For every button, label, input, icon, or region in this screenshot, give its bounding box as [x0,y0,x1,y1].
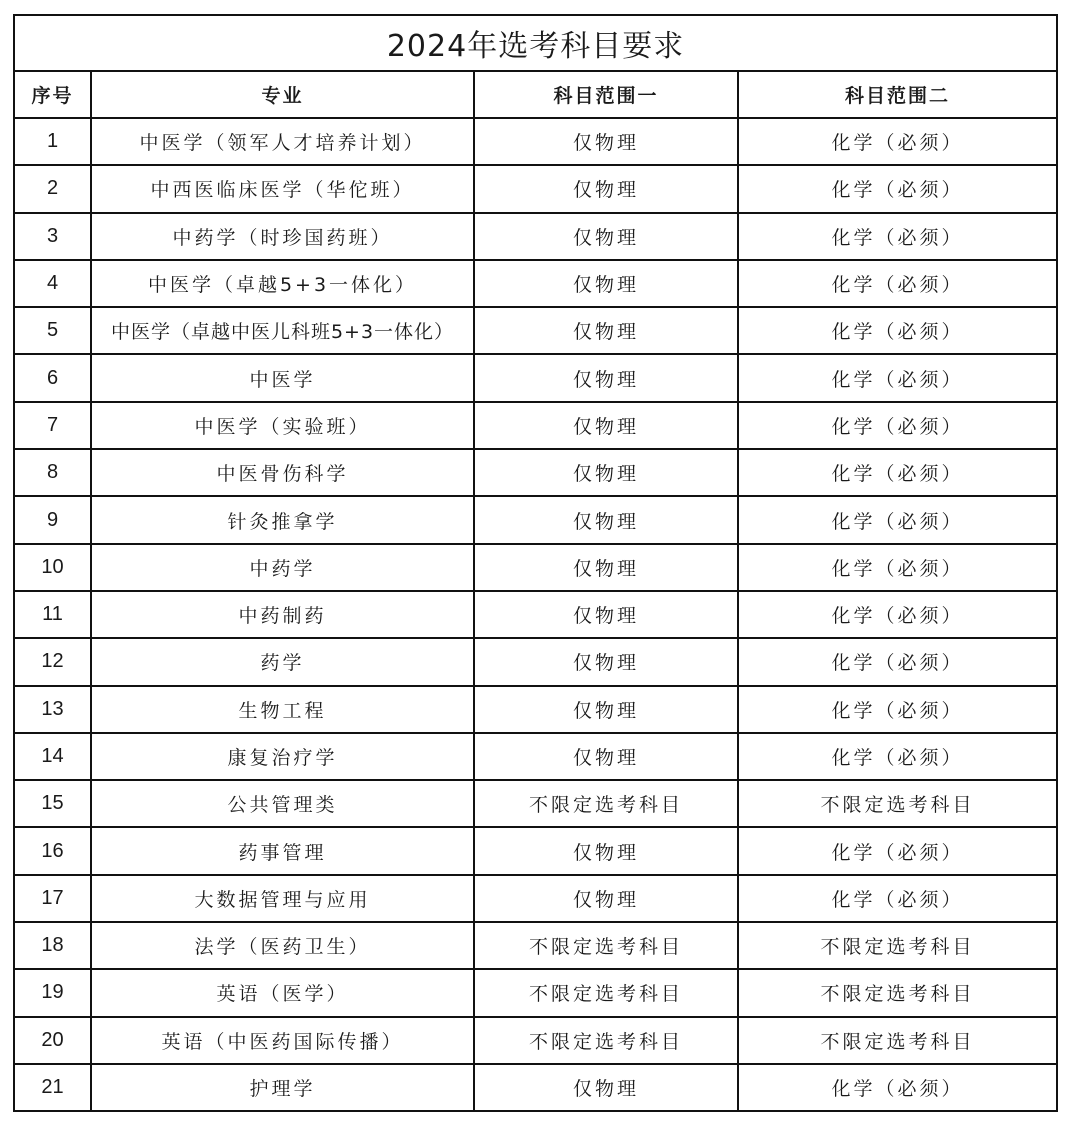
cell-major: 中医学（卓越5+3一体化） [91,260,474,307]
table-row [14,544,1057,591]
cell-major: 大数据管理与应用 [91,875,474,922]
cell-range-two: 化学（必须） [738,307,1057,354]
cell-range-one: 仅物理 [474,307,738,354]
cell-major: 药学 [91,638,474,685]
cell-range-one: 仅物理 [474,402,738,449]
cell-range-one: 仅物理 [474,118,738,165]
table-row [14,686,1057,733]
cell-index: 14 [14,733,91,780]
table-row [14,354,1057,401]
cell-range-two: 化学（必须） [738,544,1057,591]
cell-index: 1 [14,118,91,165]
cell-range-two: 化学（必须） [738,875,1057,922]
table-row [14,260,1057,307]
cell-major: 中西医临床医学（华佗班） [91,165,474,212]
cell-range-one: 仅物理 [474,638,738,685]
subject-requirements-table [13,14,1058,1112]
cell-major: 针灸推拿学 [91,496,474,543]
cell-index: 13 [14,686,91,733]
cell-range-two: 化学（必须） [738,449,1057,496]
cell-index: 3 [14,213,91,260]
cell-major: 生物工程 [91,686,474,733]
cell-index: 20 [14,1017,91,1064]
cell-range-two: 化学（必须） [738,213,1057,260]
cell-range-two: 化学（必须） [738,686,1057,733]
cell-major: 中药学 [91,544,474,591]
header-major: 专业 [91,71,474,118]
cell-index: 11 [14,591,91,638]
header-index: 序号 [14,71,91,118]
title-row [14,15,1057,71]
cell-range-two: 化学（必须） [738,496,1057,543]
cell-range-one: 不限定选考科目 [474,1017,738,1064]
cell-major: 中药制药 [91,591,474,638]
cell-range-one: 仅物理 [474,449,738,496]
cell-index: 2 [14,165,91,212]
cell-index: 8 [14,449,91,496]
cell-range-one: 仅物理 [474,260,738,307]
table-row [14,213,1057,260]
cell-range-one: 仅物理 [474,875,738,922]
cell-index: 4 [14,260,91,307]
cell-index: 5 [14,307,91,354]
table-row [14,969,1057,1016]
cell-major: 中药学（时珍国药班） [91,213,474,260]
cell-range-two: 不限定选考科目 [738,1017,1057,1064]
table-row [14,733,1057,780]
cell-range-one: 不限定选考科目 [474,780,738,827]
cell-range-two: 化学（必须） [738,402,1057,449]
cell-range-one: 仅物理 [474,686,738,733]
table-row [14,1017,1057,1064]
cell-range-two: 不限定选考科目 [738,780,1057,827]
cell-index: 7 [14,402,91,449]
table-row [14,307,1057,354]
cell-major: 康复治疗学 [91,733,474,780]
cell-range-one: 仅物理 [474,496,738,543]
table-row [14,1064,1057,1111]
table-body [14,118,1057,1111]
cell-major: 中医学（卓越中医儿科班5+3一体化） [91,307,474,354]
cell-range-two: 化学（必须） [738,118,1057,165]
table-row [14,827,1057,874]
cell-range-one: 仅物理 [474,733,738,780]
cell-major: 公共管理类 [91,780,474,827]
cell-major: 药事管理 [91,827,474,874]
table-row [14,638,1057,685]
cell-major: 中医骨伤科学 [91,449,474,496]
table-row [14,875,1057,922]
table-row [14,591,1057,638]
requirements-sheet [13,14,1056,1112]
header-range-one: 科目范围一 [474,71,738,118]
cell-range-one: 仅物理 [474,1064,738,1111]
cell-index: 19 [14,969,91,1016]
cell-index: 10 [14,544,91,591]
table-row [14,780,1057,827]
cell-range-one: 不限定选考科目 [474,969,738,1016]
table-row [14,118,1057,165]
cell-range-one: 仅物理 [474,165,738,212]
cell-range-one: 仅物理 [474,213,738,260]
cell-range-two: 化学（必须） [738,733,1057,780]
cell-major: 英语（中医药国际传播） [91,1017,474,1064]
table-row [14,165,1057,212]
cell-major: 护理学 [91,1064,474,1111]
cell-major: 英语（医学） [91,969,474,1016]
cell-range-two: 不限定选考科目 [738,922,1057,969]
cell-major: 中医学（实验班） [91,402,474,449]
cell-major: 中医学 [91,354,474,401]
cell-range-two: 化学（必须） [738,260,1057,307]
cell-index: 16 [14,827,91,874]
cell-major: 法学（医药卫生） [91,922,474,969]
cell-range-one: 不限定选考科目 [474,922,738,969]
table-row [14,449,1057,496]
cell-index: 6 [14,354,91,401]
cell-index: 18 [14,922,91,969]
cell-range-two: 化学（必须） [738,1064,1057,1111]
cell-index: 17 [14,875,91,922]
cell-range-two: 不限定选考科目 [738,969,1057,1016]
cell-range-two: 化学（必须） [738,827,1057,874]
cell-range-one: 仅物理 [474,544,738,591]
cell-range-one: 仅物理 [474,827,738,874]
header-row [14,71,1057,118]
cell-index: 21 [14,1064,91,1111]
cell-range-two: 化学（必须） [738,638,1057,685]
cell-index: 15 [14,780,91,827]
table-row [14,922,1057,969]
cell-range-one: 仅物理 [474,591,738,638]
cell-index: 9 [14,496,91,543]
header-range-two: 科目范围二 [738,71,1057,118]
cell-range-one: 仅物理 [474,354,738,401]
table-row [14,496,1057,543]
cell-range-two: 化学（必须） [738,165,1057,212]
cell-range-two: 化学（必须） [738,591,1057,638]
cell-index: 12 [14,638,91,685]
cell-range-two: 化学（必须） [738,354,1057,401]
table-row [14,402,1057,449]
cell-major: 中医学（领军人才培养计划） [91,118,474,165]
table-title: 2024年选考科目要求 [14,15,1057,71]
